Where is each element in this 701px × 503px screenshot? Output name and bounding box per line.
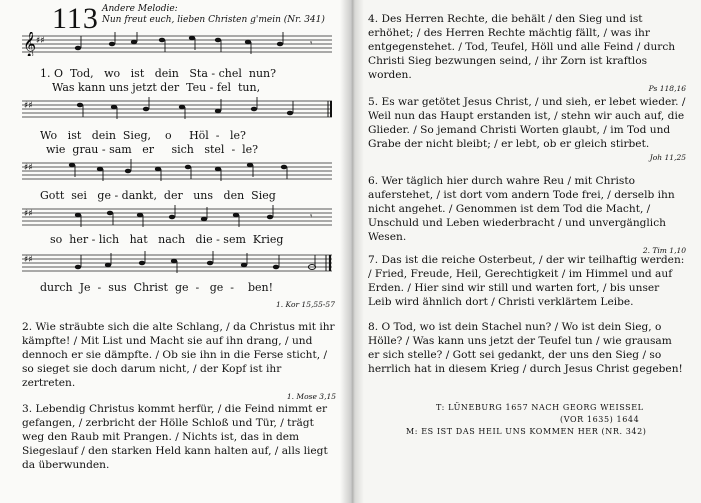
melody-note <box>102 4 325 26</box>
music-staff-1 <box>22 32 332 56</box>
stanza-6-text: 6. Wer täglich hier durch wahre Reu / mit Christo auferstehet, / ist dort vom andern Tode frei, / derselb ihn nicht angehet. / Genommen ist dem Tod die Macht, / Unschuld und Leben wiederbracht / und unvergänglich Wesen. <box>368 175 675 243</box>
svg-text:𝄞: 𝄞 <box>23 32 37 56</box>
stanza-4 <box>368 12 686 96</box>
melody-label: Andere Melodie: <box>102 4 178 14</box>
stanza-6-ref: 2. Tim 1,10 <box>642 246 686 255</box>
svg-text:♯♯: ♯♯ <box>24 209 33 219</box>
stanza-3 <box>22 402 336 472</box>
music-staff-4 <box>22 205 332 229</box>
svg-text:𝄾: 𝄾 <box>310 212 313 222</box>
stanza-2 <box>22 320 336 404</box>
credits <box>392 402 692 438</box>
lyric-line-5: Gott sei ge - dankt, der uns den Sieg <box>40 189 276 202</box>
stanza-7 <box>368 253 686 309</box>
melody-title: Nun freut euch, lieben Christen g'mein (Nr. 341) <box>102 15 325 25</box>
reference-1kor: 1. Kor 15,55-57 <box>276 300 335 309</box>
svg-text:♯♯: ♯♯ <box>24 255 33 265</box>
book-gutter-shadow <box>340 0 364 503</box>
stanza-2-ref: 1. Mose 3,15 <box>286 392 336 401</box>
stanza-6 <box>368 174 686 258</box>
stanza-8 <box>368 320 686 376</box>
lyric-line-6: so her - lich hat nach die - sem Krieg <box>50 233 284 246</box>
stanza-5-ref: Joh 11,25 <box>649 153 686 162</box>
lyric-line-4: wie grau - sam er sich stel - le? <box>46 143 259 156</box>
stanza-5-text: 5. Es war getötet Jesus Christ, / und sieh, er lebet wieder. / Weil nun das Haupt erstanden ist, / stehn wir auch auf, die Glieder. / So jemand Christi Worten glaubt, / im Tod und Grabe der nicht bleibt; / er lebt, ob er gleich stirbet. <box>368 96 686 150</box>
stanza-4-ref: Ps 118,16 <box>648 84 686 93</box>
stanza-2-text: 2. Wie sträubte sich die alte Schlang, / da Christus mit ihr kämpfte! / Mit List und Macht sie auf ihn drang, / und dennoch er sie dämpfte. / Ob sie ihn in die Ferse sticht, / so sieget sie doch darum nicht, / der Kopf ist ihr zertreten. <box>22 321 335 389</box>
lyric-line-3: Wo ist dein Sieg, o Höl - le? <box>40 129 246 142</box>
svg-text:𝄾: 𝄾 <box>310 39 313 49</box>
hymn-number: 113 <box>52 2 99 35</box>
credit-text-line2: (VOR 1635) 1644 <box>560 415 640 424</box>
lyric-line-1: 1. O Tod, wo ist dein Sta - chel nun? <box>40 67 277 80</box>
music-staff-3 <box>22 159 332 183</box>
stanza-4-text: 4. Des Herren Rechte, die behält / den Sieg und ist erhöhet; / des Herren Rechte mächtig fällt, / was ihr entgegenstehet. / Tod, Teufel, Höll und alle Feind / durch Christi Sieg bezwungen seind, / ihr Zorn ist kraftlos worden. <box>368 13 676 81</box>
stanza-8-text: 8. O Tod, wo ist dein Stachel nun? / Wo ist dein Sieg, o Hölle? / Was kann uns jetzt der Teufel tun / wie grausam er sich stelle? / Gott sei gedankt, der uns den Sieg / so herrlich hat in diesem Krieg / durch Jesus Christ gegeben! <box>368 321 683 375</box>
music-staff-2 <box>22 97 332 121</box>
credit-melody: M: ES IST DAS HEIL UNS KOMMEN HER (NR. 342) <box>406 427 647 436</box>
stanza-7-text: 7. Das ist die reiche Osterbeut, / der wir teilhaftig werden: / Fried, Freude, Heil, Gerechtigkeit / im Himmel und auf Erden. / Hier sind wir still und warten fort, / bis unser Leib wird ähnlich dort / Christi verklärtem Leibe. <box>368 254 685 308</box>
svg-text:♯♯: ♯♯ <box>24 101 33 111</box>
lyric-line-7: durch Je - sus Christ ge - ge - ben! <box>40 281 274 294</box>
stanza-5 <box>368 95 686 165</box>
svg-text:♯♯: ♯♯ <box>24 163 33 173</box>
music-staff-5 <box>22 251 332 275</box>
stanza-3-text: 3. Lebendig Christus kommt herfür, / die Feind nimmt er gefangen, / zerbricht der Hölle Schloß und Tür, / trägt weg den Raub mit Prangen. / Nichts ist, das in dem Siegeslauf / den starken Held kann halten auf, / alls liegt da überwunden. <box>22 403 328 471</box>
lyric-line-2: Was kann uns jetzt der Teu - fel tun, <box>52 81 261 94</box>
svg-text:♯♯: ♯♯ <box>36 36 45 46</box>
credit-text-line1: T: LÜNEBURG 1657 NACH GEORG WEISSEL <box>436 403 644 412</box>
